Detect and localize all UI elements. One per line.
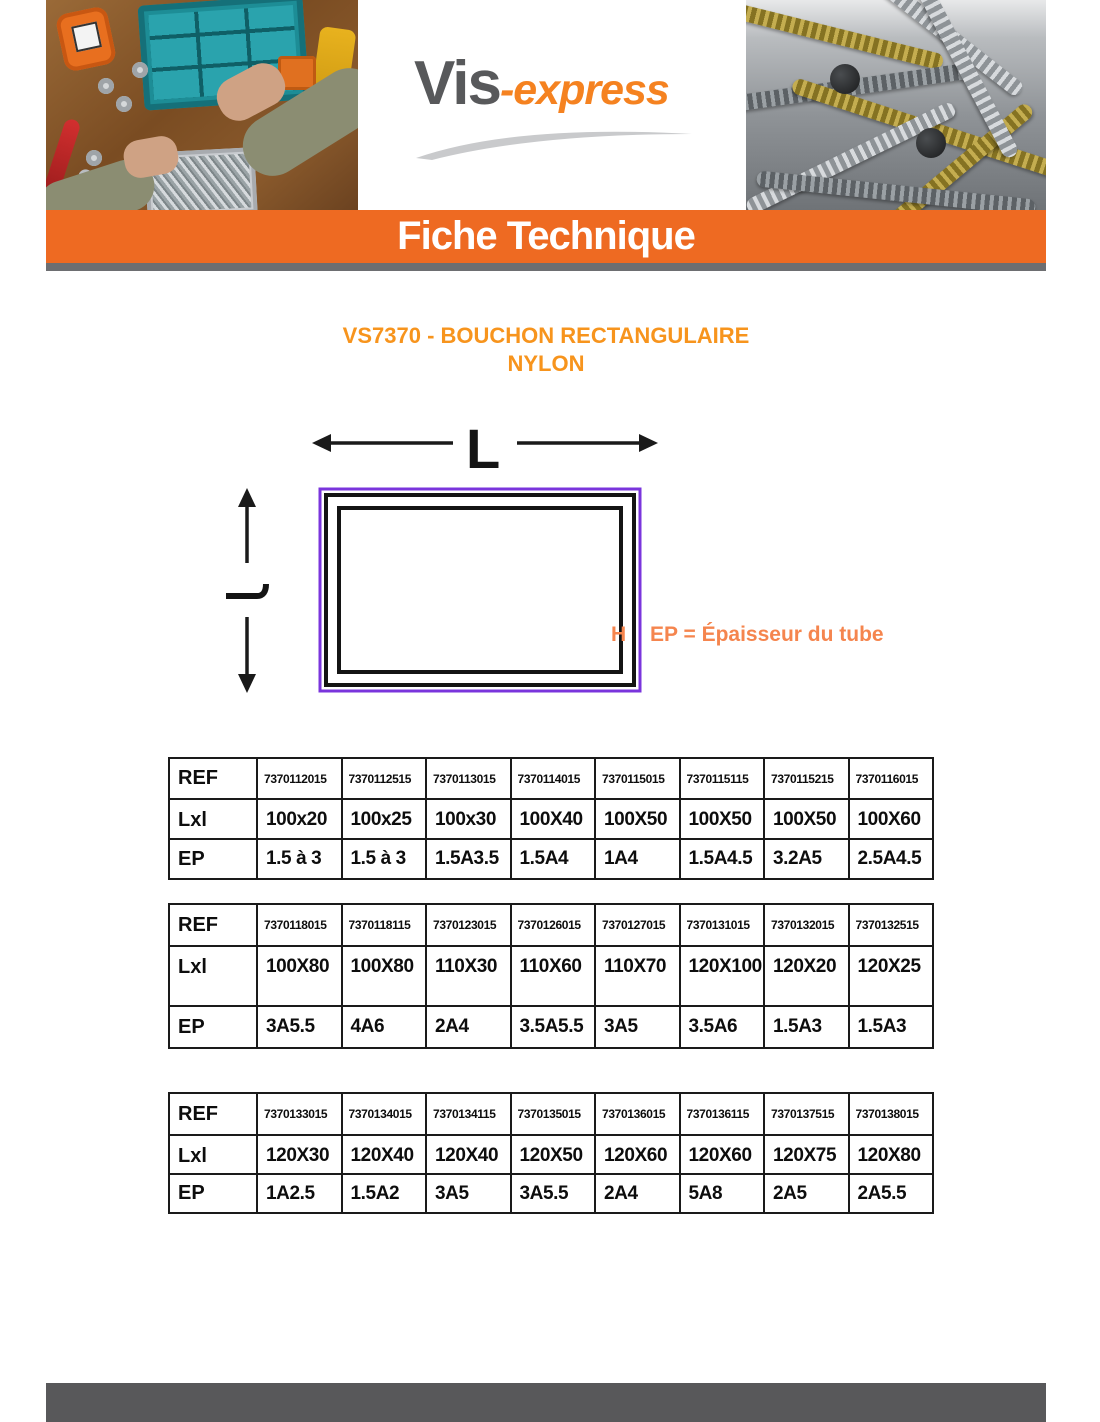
ref-value-cell: 7370123015 (426, 904, 511, 946)
arrow-left-head-icon (312, 434, 331, 452)
ref-value-cell: 7370131015 (680, 904, 765, 946)
ref-value-cell: 7370118015 (257, 904, 342, 946)
row-label-ref: REF (169, 758, 257, 799)
ep-value-cell: 3.5A6 (680, 1006, 765, 1048)
ref-value-cell: 7370135015 (511, 1093, 596, 1135)
ref-value-cell: 7370132515 (849, 904, 934, 946)
table-row-ref (169, 758, 933, 799)
ref-value-cell: 7370132015 (764, 904, 849, 946)
lxl-value-cell: 120X30 (257, 1135, 342, 1174)
table-row-lxl (169, 1135, 933, 1174)
lxl-value-cell: 100x30 (426, 799, 511, 839)
lxl-value-cell: 100X40 (511, 799, 596, 839)
ep-value-cell: 3A5 (595, 1006, 680, 1048)
logo-swoosh-icon (404, 118, 704, 162)
ep-value-cell: 3A5.5 (257, 1006, 342, 1048)
lxl-value-cell: 100x25 (342, 799, 427, 839)
ref-value-cell: 7370134015 (342, 1093, 427, 1135)
ep-value-cell: 1.5A2 (342, 1174, 427, 1213)
washer-shape (86, 150, 102, 166)
lxl-value-cell: 120X75 (764, 1135, 849, 1174)
ref-value-cell: 7370113015 (426, 758, 511, 799)
table-row-lxl (169, 946, 933, 1006)
arrow-right-head-icon (639, 434, 658, 452)
table-row-lxl (169, 799, 933, 839)
lxl-value-cell: 110X70 (595, 946, 680, 1006)
row-label-lxl: Lxl (169, 799, 257, 839)
lxl-value-cell: 100X80 (257, 946, 342, 1006)
ref-value-cell: 7370136015 (595, 1093, 680, 1135)
spec-table-0 (168, 757, 934, 880)
lxl-value-cell: 120X50 (511, 1135, 596, 1174)
ref-value-cell: 7370134115 (426, 1093, 511, 1135)
ep-value-cell: 1A2.5 (257, 1174, 342, 1213)
ref-value-cell: 7370115115 (680, 758, 765, 799)
ep-value-cell: 3.2A5 (764, 839, 849, 879)
ep-value-cell: 5A8 (680, 1174, 765, 1213)
ep-value-cell: 1A4 (595, 839, 680, 879)
ref-value-cell: 7370114015 (511, 758, 596, 799)
lxl-value-cell: 100x20 (257, 799, 342, 839)
length-label: L (466, 417, 501, 480)
row-label-ep: EP (169, 1006, 257, 1048)
ep-value-cell: 1.5A3 (849, 1006, 934, 1048)
ep-value-cell: 2A4 (426, 1006, 511, 1048)
lxl-value-cell: 100X80 (342, 946, 427, 1006)
screw-head-shape (916, 128, 946, 158)
lxl-value-cell: 120X40 (342, 1135, 427, 1174)
banner-underline (46, 263, 1046, 271)
washer-shape (116, 96, 132, 112)
width-label-glyph (226, 584, 266, 596)
ep-value-cell: 3A5.5 (511, 1174, 596, 1213)
ref-value-cell: 7370115215 (764, 758, 849, 799)
logo-area (358, 0, 746, 210)
arrow-up-head-icon (238, 488, 256, 507)
ep-value-cell: 2A5.5 (849, 1174, 934, 1213)
ep-value-cell: 1.5A4.5 (680, 839, 765, 879)
ref-value-cell: 7370116015 (849, 758, 934, 799)
ep-value-cell: 1.5A3.5 (426, 839, 511, 879)
logo-text-express: -express (499, 66, 669, 114)
ref-value-cell: 7370138015 (849, 1093, 934, 1135)
ref-value-cell: 7370136115 (680, 1093, 765, 1135)
row-label-ref: REF (169, 904, 257, 946)
spec-table-2 (168, 1092, 934, 1214)
ep-value-cell: 2A4 (595, 1174, 680, 1213)
table-row-ep (169, 1006, 933, 1048)
row-label-ep: EP (169, 1174, 257, 1213)
ep-value-cell: 4A6 (342, 1006, 427, 1048)
lxl-value-cell: 120X60 (680, 1135, 765, 1174)
screw-head-shape (830, 64, 860, 94)
ref-value-cell: 7370115015 (595, 758, 680, 799)
product-title (46, 322, 1046, 378)
banner (46, 210, 1046, 263)
lxl-value-cell: 100X50 (764, 799, 849, 839)
ep-value-cell: 1.5 à 3 (342, 839, 427, 879)
ep-value-cell: 1.5A3 (764, 1006, 849, 1048)
ref-value-cell: 7370112515 (342, 758, 427, 799)
table-row-ref (169, 1093, 933, 1135)
ref-value-cell: 7370118115 (342, 904, 427, 946)
lxl-value-cell: 120X20 (764, 946, 849, 1006)
row-label-lxl: Lxl (169, 1135, 257, 1174)
lxl-value-cell: 120X60 (595, 1135, 680, 1174)
row-label-lxl: Lxl (169, 946, 257, 1006)
ep-value-cell: 3.5A5.5 (511, 1006, 596, 1048)
washer-shape (98, 78, 114, 94)
ep-note: EP = Épaisseur du tube (650, 623, 884, 646)
spec-table-1 (168, 903, 934, 1049)
product-title-line1: VS7370 - BOUCHON RECTANGULAIRE (342, 323, 750, 348)
ref-value-cell: 7370126015 (511, 904, 596, 946)
decor-shape (71, 21, 102, 52)
lxl-value-cell: 100X50 (595, 799, 680, 839)
table-row-ep (169, 1174, 933, 1213)
lxl-value-cell: 100X50 (680, 799, 765, 839)
tape-measure-shape (55, 5, 118, 73)
ep-value-cell: 1.5 à 3 (257, 839, 342, 879)
lxl-value-cell: 120X80 (849, 1135, 934, 1174)
lxl-value-cell: 100X60 (849, 799, 934, 839)
ep-value-cell: 2A5 (764, 1174, 849, 1213)
logo-text-vis: Vis (414, 49, 500, 118)
ep-value-cell: 2.5A4.5 (849, 839, 934, 879)
ref-value-cell: 7370112015 (257, 758, 342, 799)
arrow-down-head-icon (238, 674, 256, 693)
washer-shape (132, 62, 148, 78)
lxl-value-cell: 110X30 (426, 946, 511, 1006)
lxl-value-cell: 110X60 (511, 946, 596, 1006)
ep-value-cell: 1.5A4 (511, 839, 596, 879)
dimension-diagram (0, 410, 1100, 720)
cap-outline-purple (320, 489, 640, 691)
lxl-value-cell: 120X40 (426, 1135, 511, 1174)
banner-title: Fiche Technique (397, 214, 695, 258)
screw-rod-shape (756, 170, 1036, 210)
ref-value-cell: 7370127015 (595, 904, 680, 946)
vis-express-logo (414, 48, 669, 119)
thickness-label: H (611, 623, 627, 646)
ref-value-cell: 7370137515 (764, 1093, 849, 1135)
table-row-ref (169, 904, 933, 946)
ep-value-cell: 3A5 (426, 1174, 511, 1213)
lxl-value-cell: 120X25 (849, 946, 934, 1006)
header (46, 0, 1046, 210)
table-row-ep (169, 839, 933, 879)
footer-bar (46, 1383, 1046, 1422)
product-title-line2: NYLON (507, 351, 585, 376)
lxl-value-cell: 120X100 (680, 946, 765, 1006)
ref-value-cell: 7370133015 (257, 1093, 342, 1135)
row-label-ep: EP (169, 839, 257, 879)
row-label-ref: REF (169, 1093, 257, 1135)
screws-photo (746, 0, 1046, 210)
workbench-photo (46, 0, 358, 210)
